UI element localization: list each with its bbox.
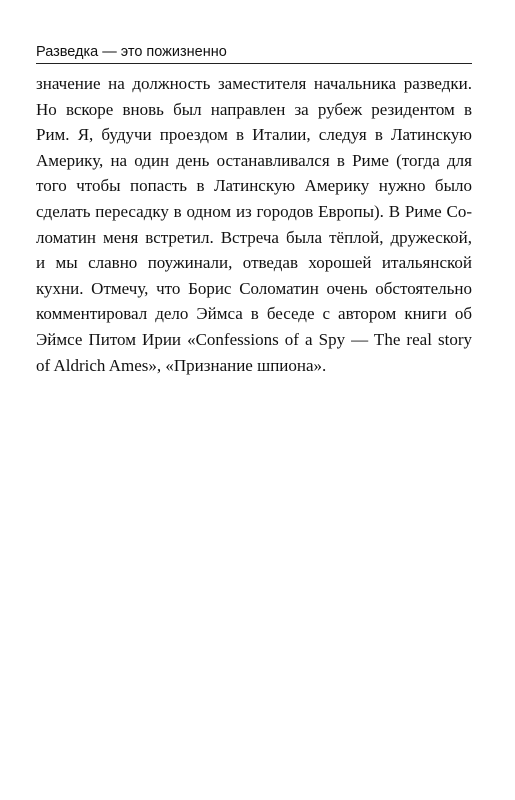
text-line: того чтобы попасть в Латинскую Америку нужно было xyxy=(36,176,472,196)
running-header xyxy=(36,38,472,64)
text-line-last: of Aldrich Ames», «Признание шпиона». xyxy=(36,355,327,375)
text-line: Америку, на один день останавливался в Риме (тогда для xyxy=(36,150,472,170)
running-header-title: Разведка — это пожизненно xyxy=(36,44,227,60)
text-line: Рим. Я, будучи проездом в Италии, следуя в Латинскую xyxy=(36,125,472,145)
text-line: ломатин меня встретил. Встреча была тёплой, дружеской, xyxy=(36,227,472,247)
text-line: сделать пересадку в одном из городов Европы). В Риме Со- xyxy=(36,201,472,221)
text-line: Эймсе Питом Ирии «Confessions of a Spy — The real story xyxy=(36,329,472,349)
text-line: значение на должность заместителя начальника разведки. xyxy=(36,74,472,93)
text-line: кухни. Отмечу, что Борис Соломатин очень обстоятельно xyxy=(36,278,472,298)
body-paragraph xyxy=(36,71,472,378)
text-line: Но вскоре вновь был направлен за рубеж резидентом в xyxy=(36,99,472,119)
text-line: и мы славно поужинали, отведав хорошей итальянской xyxy=(36,253,472,273)
text-line: комментировал дело Эймса в беседе с автором книги об xyxy=(36,304,472,324)
